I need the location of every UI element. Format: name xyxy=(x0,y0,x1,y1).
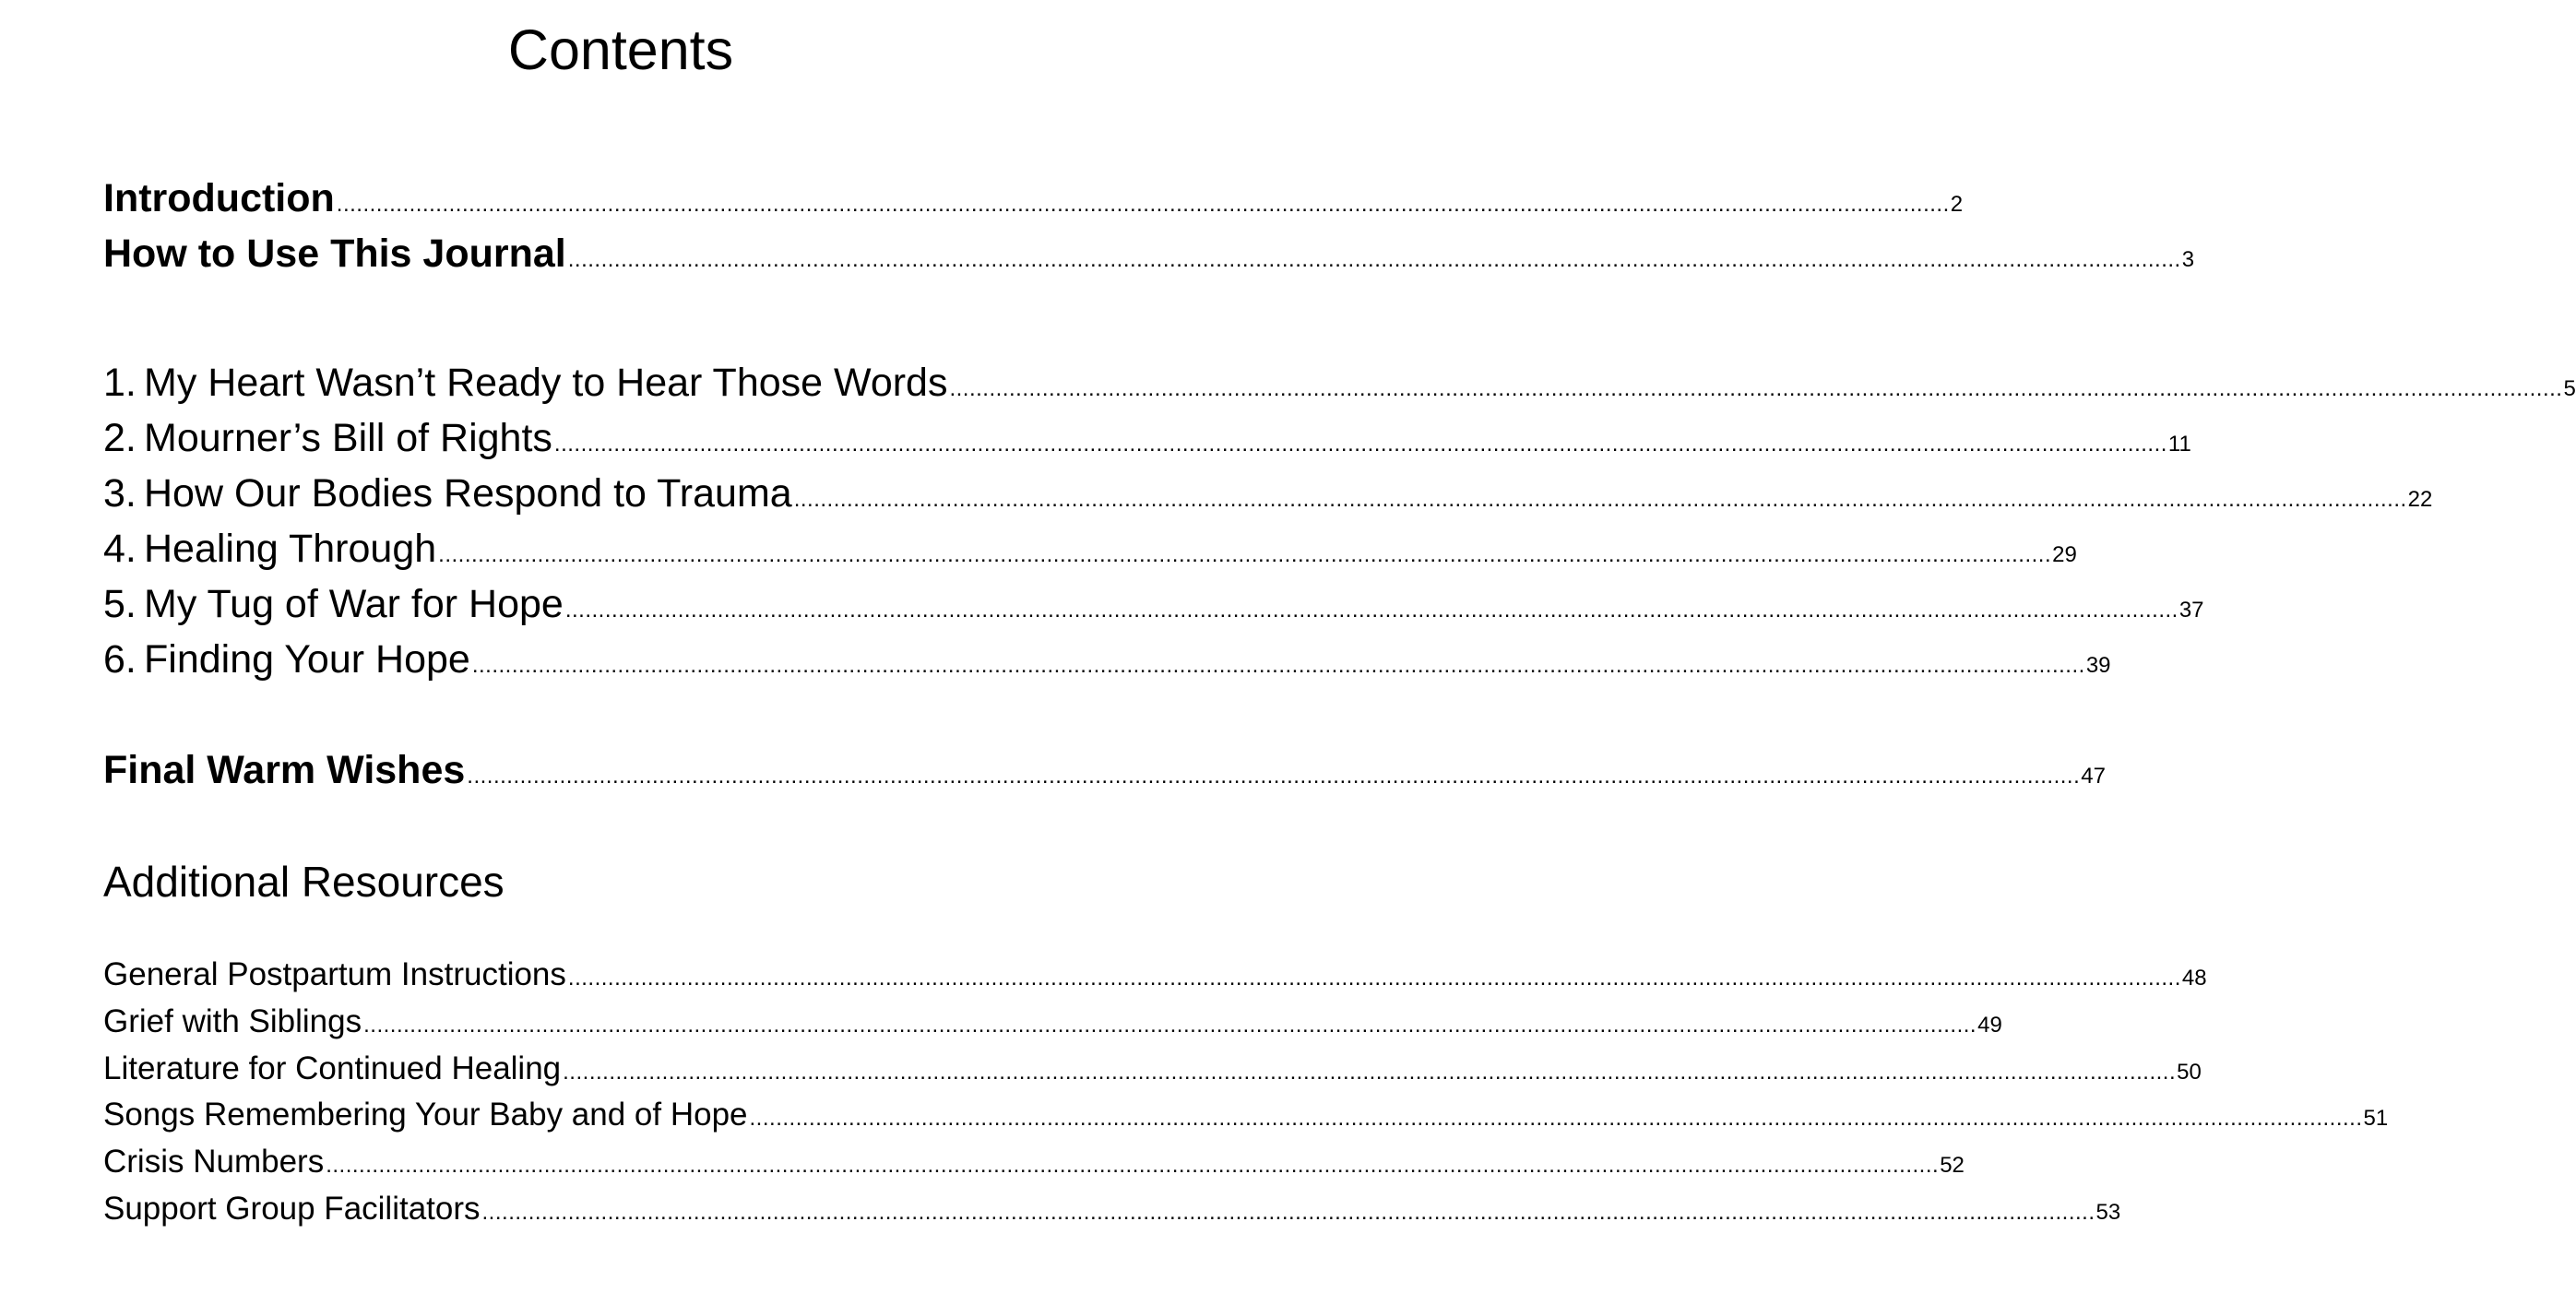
toc-resource-songs[interactable] xyxy=(103,1096,2389,1138)
dot-leader: .................................................................................................................................................................................................................................................... xyxy=(564,598,2178,623)
toc-chapter-5[interactable] xyxy=(103,581,2204,634)
toc-entry-label: Support Group Facilitators xyxy=(103,1191,481,1227)
dot-leader: .................................................................................................................................................................................................................................................... xyxy=(749,1106,2363,1131)
dot-leader: .................................................................................................................................................................................................................................................... xyxy=(438,542,2052,567)
toc-page-number: 11 xyxy=(2167,432,2191,457)
toc-entry-final-warm-wishes[interactable] xyxy=(103,747,2106,800)
dot-leader: .................................................................................................................................................................................................................................................... xyxy=(326,1153,1940,1178)
toc-resource-siblings[interactable] xyxy=(103,1002,2002,1045)
toc-resource-literature[interactable] xyxy=(103,1050,2202,1092)
toc-page-number: 39 xyxy=(2085,653,2111,678)
toc-entry-how-to-use[interactable] xyxy=(103,231,2195,283)
toc-chapter-6[interactable] xyxy=(103,636,2111,689)
dot-leader: .................................................................................................................................................................................................................................................... xyxy=(563,1060,2177,1085)
chapter-number: 5. xyxy=(103,582,137,626)
toc-resource-support-group[interactable] xyxy=(103,1190,2121,1232)
toc-entry-label: Mourner’s Bill of Rights xyxy=(144,416,552,460)
toc-page-number: 3 xyxy=(2181,247,2195,272)
toc-entry-label: Healing Through xyxy=(144,527,437,571)
toc-entry-label: Songs Remembering Your Baby and of Hope xyxy=(103,1097,748,1133)
page-title: Contents xyxy=(507,18,734,81)
dot-leader: .................................................................................................................................................................................................................................................... xyxy=(336,192,1950,217)
toc-page-number: 29 xyxy=(2052,542,2077,567)
toc-entry-label: Final Warm Wishes xyxy=(103,748,466,792)
dot-leader: .................................................................................................................................................................................................................................................... xyxy=(467,764,2081,789)
dot-leader: .................................................................................................................................................................................................................................................... xyxy=(793,487,2407,512)
dot-leader: .................................................................................................................................................................................................................................................... xyxy=(553,432,2167,457)
toc-entry-introduction[interactable] xyxy=(103,175,1964,228)
dot-leader: .................................................................................................................................................................................................................................................... xyxy=(471,653,2085,678)
toc-chapter-3[interactable] xyxy=(103,470,2433,523)
toc-page-number: 22 xyxy=(2407,487,2433,512)
chapter-number: 3. xyxy=(103,471,137,516)
toc-entry-label: My Heart Wasn’t Ready to Hear Those Words xyxy=(144,361,948,405)
toc-page-number: 37 xyxy=(2178,598,2204,623)
toc-resource-postpartum[interactable] xyxy=(103,955,2207,998)
toc-chapter-2[interactable] xyxy=(103,415,2191,468)
dot-leader: .................................................................................................................................................................................................................................................... xyxy=(567,247,2181,272)
toc-entry-label: My Tug of War for Hope xyxy=(144,582,564,626)
dot-leader: .................................................................................................................................................................................................................................................... xyxy=(363,1013,1977,1038)
chapter-number: 4. xyxy=(103,527,137,571)
toc-entry-label: How Our Bodies Respond to Trauma xyxy=(144,471,792,516)
toc-page-number: 5 xyxy=(2563,376,2576,401)
dot-leader: .................................................................................................................................................................................................................................................... xyxy=(481,1200,2095,1225)
toc-entry-label: Crisis Numbers xyxy=(103,1144,325,1180)
dot-leader: .................................................................................................................................................................................................................................................... xyxy=(949,376,2563,401)
toc-page-number: 47 xyxy=(2081,764,2106,789)
toc-entry-label: How to Use This Journal xyxy=(103,231,566,276)
toc-page-number: 2 xyxy=(1950,192,1964,217)
toc-page-number: 53 xyxy=(2095,1200,2121,1225)
toc-page-number: 49 xyxy=(1977,1013,2002,1038)
toc-page-number: 48 xyxy=(2181,966,2207,991)
toc-resource-crisis[interactable] xyxy=(103,1143,1965,1185)
toc-entry-label: Introduction xyxy=(103,176,335,220)
chapter-number: 2. xyxy=(103,416,137,460)
toc-entry-label: General Postpartum Instructions xyxy=(103,956,566,992)
chapter-number: 6. xyxy=(103,637,137,682)
chapter-number: 1. xyxy=(103,361,137,405)
additional-resources-heading: Additional Resources xyxy=(103,858,505,906)
toc-page-number: 51 xyxy=(2363,1106,2389,1131)
toc-entry-label: Finding Your Hope xyxy=(144,637,470,682)
toc-page-number: 52 xyxy=(1940,1153,1965,1178)
toc-page-number: 50 xyxy=(2177,1060,2202,1085)
toc-chapter-1[interactable] xyxy=(103,360,2576,412)
toc-entry-label: Literature for Continued Healing xyxy=(103,1050,562,1086)
toc-chapter-4[interactable] xyxy=(103,526,2077,578)
dot-leader: .................................................................................................................................................................................................................................................... xyxy=(567,966,2181,991)
toc-entry-label: Grief with Siblings xyxy=(103,1003,362,1039)
